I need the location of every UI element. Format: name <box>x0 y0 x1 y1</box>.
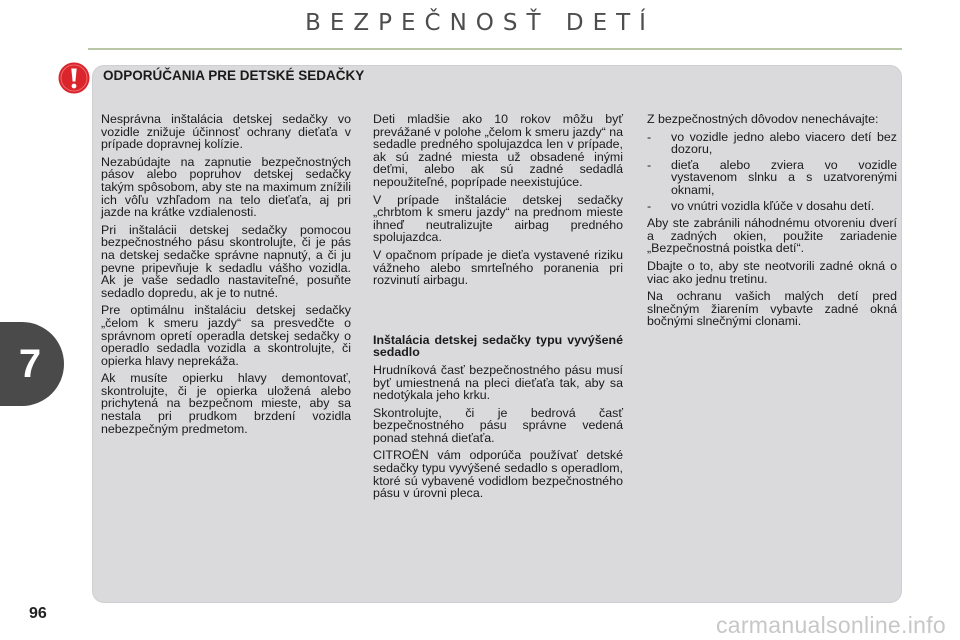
paragraph: Pre optimálnu inštaláciu detskej sedačky „čelom k smeru jazdy“ sa presvedčte o správnom opretí operadla detskej sedačky o operadlo sedadla vozidla a skontrolujte, či opierka hlavy neprekáža. <box>101 303 351 368</box>
paragraph: Dbajte o to, aby ste neotvorili zadné okná o viac ako jednu tretinu. <box>647 258 897 286</box>
column-3 <box>647 113 897 333</box>
paragraph: V prípade inštalácie detskej sedačky „chrbtom k smeru jazdy“ na prednom mieste ihneď neutralizujte airbag predného spolujazdca. <box>373 192 623 245</box>
panel-title: ODPORÚČANIA PRE DETSKÉ SEDAČKY <box>103 68 365 83</box>
header-divider <box>88 48 902 50</box>
paragraph: V opačnom prípade je dieťa vystavené riziku vážneho alebo smrteľného poranenia pri rozvinutí airbagu. <box>373 247 623 288</box>
paragraph: Ak musíte opierku hlavy demontovať, skontrolujte, či je opierka uložená alebo prichytená na bezpečnom mieste, aby sa nestala pri prudkom brzdení vozidla nebezpečným predmetom. <box>101 371 351 436</box>
list-item-text: vo vnútri vozidla kľúče v dosahu detí. <box>671 198 875 213</box>
paragraph: Z bezpečnostných dôvodov nenechávajte: <box>647 112 879 126</box>
page-title: BEZPEČNOSŤ DETÍ <box>305 10 655 36</box>
list-dash: - <box>647 157 652 172</box>
list-item-text: vo vozidle jedno alebo viacero detí bez dozoru, <box>671 129 897 157</box>
list-item <box>647 200 897 213</box>
warning-list <box>647 131 897 213</box>
chapter-tab <box>0 322 64 406</box>
page-number: 96 <box>29 605 47 622</box>
paragraph: Hrudníková časť bezpečnostného pásu musí byť umiestnená na pleci dieťaťa tak, aby sa nedotýkala jeho krku. <box>373 362 623 403</box>
section-heading: Inštalácia detskej sedačky typu vyvýšené sedadlo <box>373 332 623 360</box>
paragraph: Aby ste zabránili náhodnému otvoreniu dverí a zadných okien, použite zariadenie „Bezpečnostná poistka detí“. <box>647 216 897 256</box>
list-item <box>647 159 897 197</box>
exclamation-circle-icon <box>58 62 90 94</box>
column-2 <box>373 113 623 505</box>
chapter-number: 7 <box>18 341 42 386</box>
list-item <box>647 131 897 156</box>
paragraph: Nesprávna inštalácia detskej sedačky vo vozidle znižuje účinnosť ochrany dieťaťa v prípade dopravnej kolízie. <box>101 112 351 152</box>
column-1 <box>101 113 351 440</box>
list-dash: - <box>647 129 652 144</box>
list-item-text: dieťa alebo zviera vo vozidle vystavenom slnku a s uzatvorenými oknami, <box>671 157 897 197</box>
spacer <box>373 292 623 334</box>
paragraph: Skontrolujte, či je bedrová časť bezpečnostného pásu správne vedená ponad stehná dieťaťa. <box>373 405 623 445</box>
paragraph: Pri inštalácii detskej sedačky pomocou bezpečnostného pásu skontrolujte, či je pás na detskej sedačke správne napnutý, a či ju pevne pripevňuje k sedadlu vášho vozidla. Ak je vaše sedadlo nastaviteľné, posuňte sedadlo dopredu, ak je to nutné. <box>101 222 351 300</box>
paragraph: CITROËN vám odporúča používať detské sedačky typu vyvýšené sedadlo s operadlom, ktoré sú vybavené vodidlom bezpečnostného pásu v úrovni pleca. <box>373 448 623 501</box>
paragraph: Nezabúdajte na zapnutie bezpečnostných pásov alebo popruhov detskej sedačky takým spôsobom, aby ste na maximum znížili ich vôľu vzhľadom na telo dieťaťa, aj pri jazde na krátke vzdialenosti. <box>101 154 351 220</box>
paragraph: Deti mladšie ako 10 rokov môžu byť prevážané v polohe „čelom k smeru jazdy“ na sedadle predného spolujazdca len v prípade, ak sú zadné miesta už obsadené inými deťmi, alebo ak sú zadné sedadlá nepoužiteľné, poprípade neexistujúce. <box>373 112 623 189</box>
paragraph: Na ochranu vašich malých detí pred slnečným žiarením vybavte zadné okná bočnými slnečnými clonami. <box>647 289 897 329</box>
list-dash: - <box>647 198 652 213</box>
watermark: carmanualsonline.info <box>715 612 946 638</box>
